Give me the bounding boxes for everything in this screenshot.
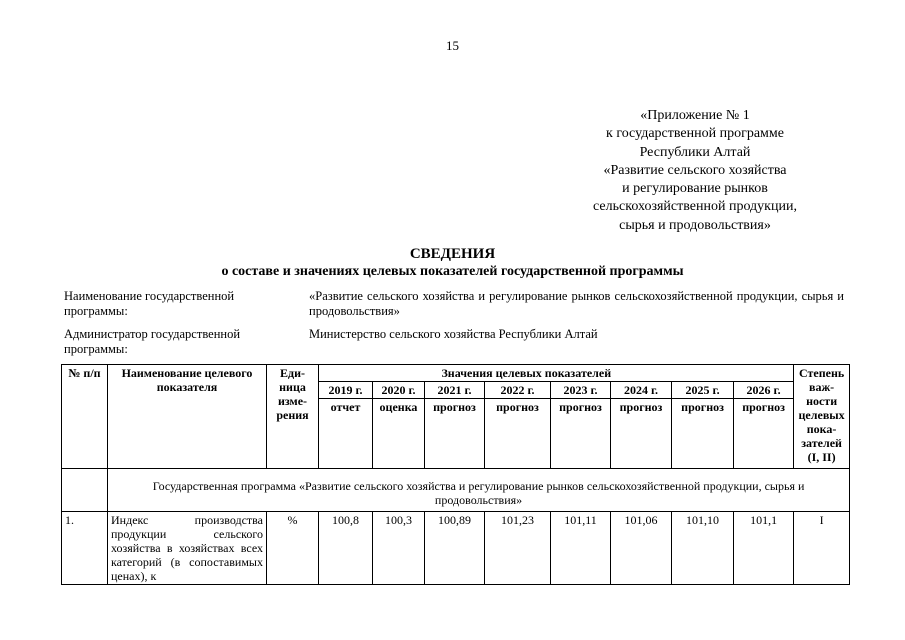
section-title: Государственная программа «Развитие сельского хозяйства и регулирование рынков сельскохозяйственной продукции, сырья и продовольствия»	[108, 469, 850, 512]
header-status: отчет	[319, 399, 373, 469]
header-status: прогноз	[611, 399, 672, 469]
row-value: 100,89	[425, 512, 485, 585]
document-subtitle: о составе и значениях целевых показателей государственной программы	[221, 264, 684, 279]
header-year: 2019 г.	[319, 382, 373, 399]
appendix-line: «Приложение № 1	[640, 108, 750, 123]
appendix-line: и регулирование рынков	[622, 181, 768, 197]
appendix-line: сельскохозяйственной продукции,	[593, 199, 797, 215]
row-value: 100,3	[373, 512, 425, 585]
section-num-cell	[62, 469, 108, 512]
header-values-group: Значения целевых показателей	[319, 365, 734, 382]
program-name-label: Наименование государственной программы:	[64, 289, 235, 318]
row-value: 101,1	[734, 512, 794, 585]
document-title: СВЕДЕНИЯ	[409, 246, 496, 262]
header-status: прогноз	[551, 399, 611, 469]
appendix-line: сырья и продовольствия»	[619, 217, 771, 233]
appendix-line: «Развитие сельского хозяйства	[603, 162, 787, 178]
row-value: 100,8	[319, 512, 373, 585]
header-status: оценка	[373, 399, 425, 469]
header-year: 2020 г.	[373, 382, 425, 399]
header-status: прогноз	[425, 399, 485, 469]
header-year: 2023 г.	[551, 382, 611, 399]
row-value: 101,06	[611, 512, 672, 585]
header-num: № п/п	[62, 365, 108, 469]
header-year: 2021 г.	[425, 382, 485, 399]
header-unit: Еди-ница изме-рения	[267, 365, 319, 469]
appendix-note	[560, 107, 830, 235]
program-name-value: «Развитие сельского хозяйства и регулирование рынков сельскохозяйственной продукции, сырья и продовольствия»	[309, 289, 844, 318]
header-year: 2025 г.	[672, 382, 734, 399]
row-value: 101,11	[551, 512, 611, 585]
administrator-value: Министерство сельского хозяйства Республики Алтай	[309, 327, 598, 341]
page-number: 15	[446, 38, 459, 53]
administrator-label: Администратор государственной программы:	[64, 327, 241, 356]
header-year: 2026 г.	[734, 382, 794, 399]
header-name: Наименование целевого показателя	[108, 365, 267, 469]
row-name: Индекс производства продукции сельского хозяйства в хозяйствах всех категорий (в сопоставимых ценах), к	[108, 512, 267, 585]
header-values-group-end	[734, 365, 794, 382]
header-status: прогноз	[672, 399, 734, 469]
row-degree: I	[794, 512, 850, 585]
header-status: прогноз	[734, 399, 794, 469]
appendix-line: к государственной программе	[606, 126, 784, 142]
indicators-table	[61, 364, 850, 585]
header-degree: Степень важ-ности целевых пока-зателей (I, II)	[794, 365, 850, 469]
header-year: 2024 г.	[611, 382, 672, 399]
row-value: 101,10	[672, 512, 734, 585]
header-year: 2022 г.	[485, 382, 551, 399]
row-value: 101,23	[485, 512, 551, 585]
header-status: прогноз	[485, 399, 551, 469]
appendix-line: Республики Алтай	[639, 144, 751, 160]
row-num: 1.	[62, 512, 108, 585]
row-unit: %	[267, 512, 319, 585]
